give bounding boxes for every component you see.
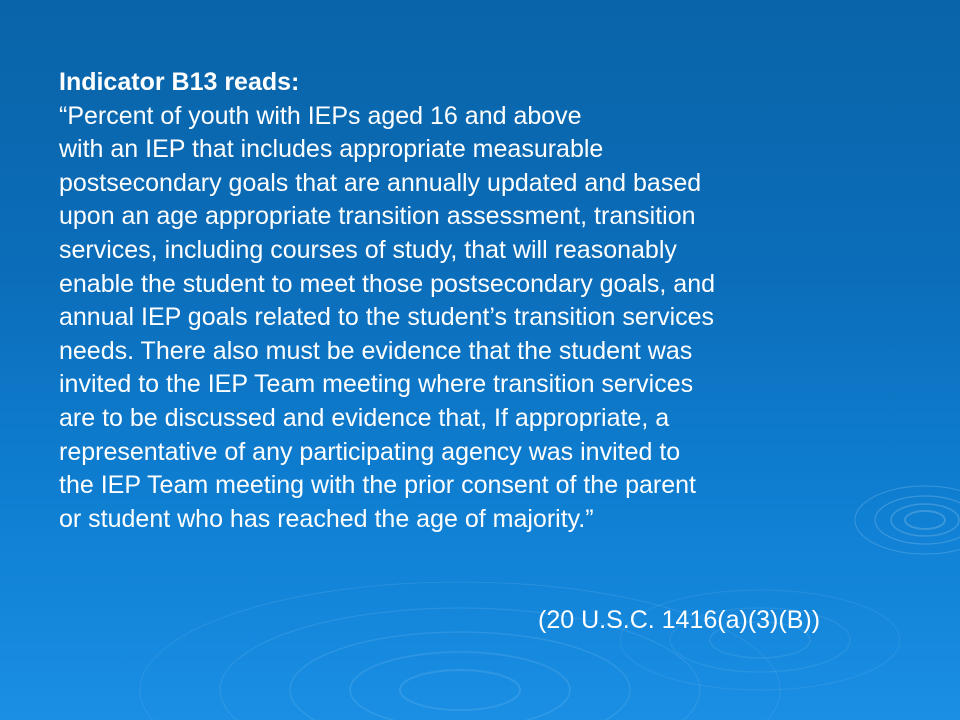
quote-line: annual IEP goals related to the student’s transition services [59,303,715,332]
indicator-heading: Indicator B13 reads: [59,68,300,96]
quote-line: services, including courses of study, that will reasonably [59,235,677,264]
quote-line: the IEP Team meeting with the prior consent of the parent [59,471,696,500]
quote-line: needs. There also must be evidence that the student was [59,336,693,365]
quote-line: “Percent of youth with IEPs aged 16 and above [59,101,582,130]
quote-line: are to be discussed and evidence that, If appropriate, a [59,403,670,432]
quote-line: invited to the IEP Team meeting where transition services [59,370,694,399]
quote-line: with an IEP that includes appropriate measurable [59,135,604,164]
quote-line: postsecondary goals that are annually updated and based [59,168,702,197]
quote-line: or student who has reached the age of majority.” [59,504,594,533]
statute-citation: (20 U.S.C. 1416(a)(3)(B)) [538,606,821,634]
quote-line: upon an age appropriate transition assessment, transition [59,202,696,231]
quote-line: enable the student to meet those postsecondary goals, and [59,269,716,298]
quote-line: representative of any participating agency was invited to [59,437,681,466]
indicator-text-block [59,66,909,536]
